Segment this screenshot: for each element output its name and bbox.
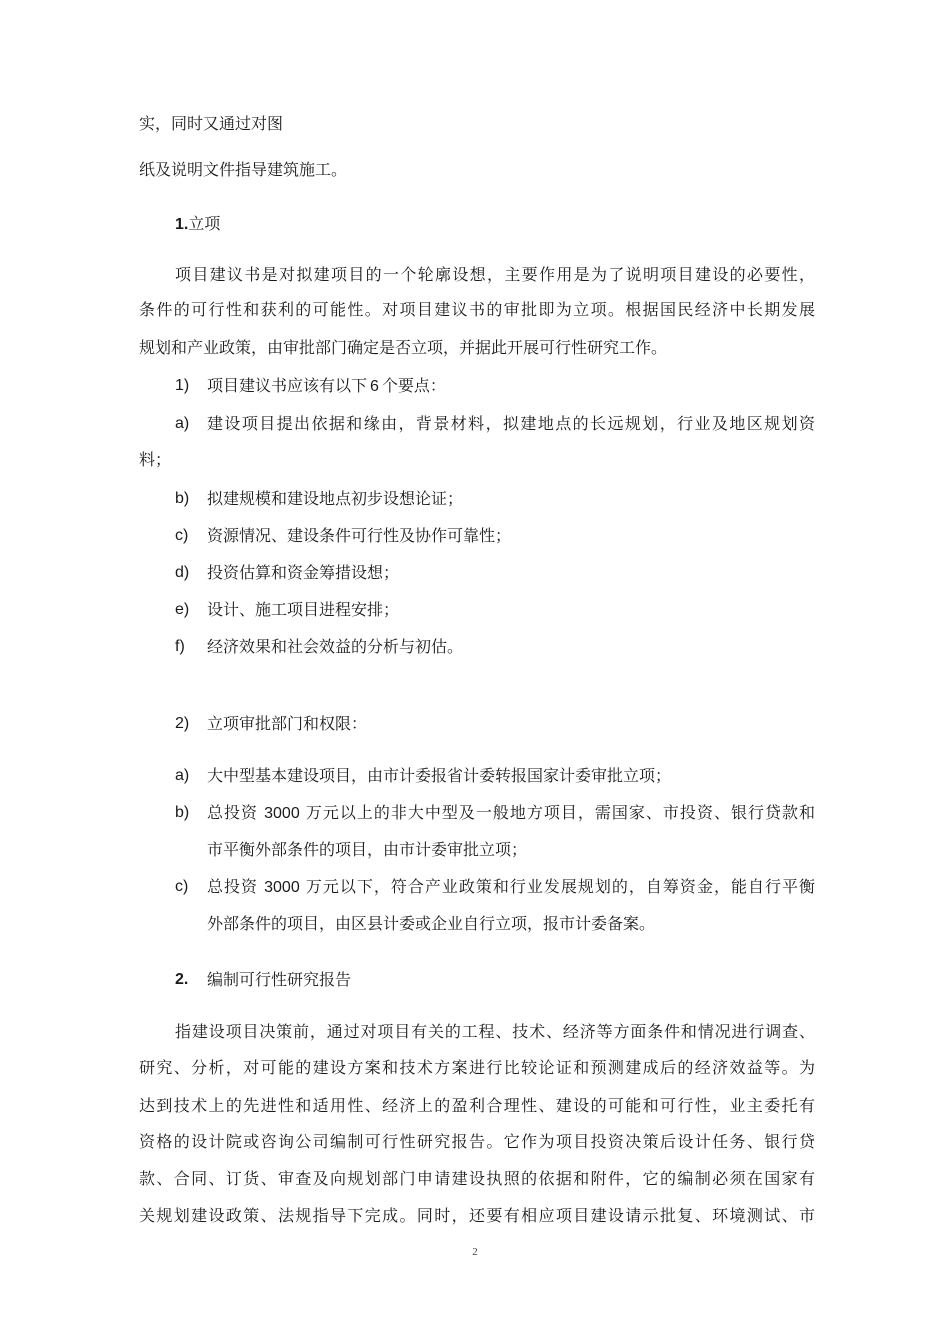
section-1-title: 立项 [188,214,221,233]
section-2-para-line-4: 资格的设计院或咨询公司编制可行性研究报告。它作为项目投资决策后设计任务、银行贷 [139,1132,815,1151]
section-2-para-line-5: 款、合同、订货、审查及向规划部门申请建设执照的依据和附件，它的编制必须在国家有 [139,1169,815,1188]
section-1-heading [175,214,220,235]
list-2-item-b-line-2: 市平衡外部条件的项目，由市计委审批立项； [207,840,528,859]
list-2-item-c-pre: 总投资 [207,877,259,896]
list-1-item-b-label: b) [175,490,190,507]
list-1-label: 1) [175,377,190,394]
list-2-item-a-text: 大中型基本建设项目，由市计委报省计委转报国家计委审批立项； [207,766,672,785]
list-2-item-b-line-1 [207,803,815,824]
section-2-para-line-6: 关规划建设政策、法规指导下完成。同时，还要有相应项目建设请示批复、环境测试、市 [139,1206,815,1225]
list-1-item-f-label: f) [175,638,185,655]
list-2-item-b-post: 万元以上的非大中型及一般地方项目，需国家、市投资、银行贷款和 [305,803,815,822]
intro-line-1: 实，同时又通过对图 [139,114,284,133]
list-2-title: 立项审批部门和权限： [207,714,368,733]
list-2-item-c-post: 万元以下，符合产业政策和行业发展规划的，自筹资金，能自行平衡 [305,877,815,896]
intro-line-2: 纸及说明文件指导建筑施工。 [139,160,348,179]
section-1-para-line-2: 条件的可行性和获利的可能性。对项目建议书的审批即为立项。根据国民经济中长期发展 [139,300,815,319]
list-1-item-a-line-1: 建设项目提出依据和缘由，背景材料，拟建地点的长远规划，行业及地区规划资 [207,414,815,433]
list-2-item-b-pre: 总投资 [207,803,259,822]
list-1-item-d-text: 投资估算和资金筹措设想； [207,563,400,582]
section-1-para-line-3: 规划和产业政策，由审批部门确定是否立项，并据此开展可行性研究工作。 [139,338,668,357]
list-2-item-c-num: 3000 [264,879,300,896]
list-1-item-f-text: 经济效果和社会效益的分析与初估。 [207,637,464,656]
list-1-title-num: 6 [370,378,379,395]
page-number: 2 [472,1246,478,1258]
list-1-title [207,376,446,397]
list-2-item-c-label: c) [175,878,189,895]
section-2-title: 编制可行性研究报告 [207,970,352,989]
list-1-item-c-text: 资源情况、建设条件可行性及协作可靠性； [207,526,512,545]
list-1-item-d-label: d) [175,564,190,581]
list-1-title-pre: 项目建议书应该有以下 [207,376,368,395]
list-2-item-b-num: 3000 [264,805,300,822]
section-2-para-line-2: 研究、分析，对可能的建设方案和技术方案进行比较论证和预测建成后的经济效益等。为 [139,1058,815,1077]
list-1-item-a-label: a) [175,415,190,432]
list-2-item-c-line-1 [207,877,815,898]
section-2-para-line-3: 达到技术上的先进性和适用性、经济上的盈利合理性、建设的可能和可行性，业主委托有 [139,1096,815,1115]
section-1-para-line-1: 项目建议书是对拟建项目的一个轮廓设想，主要作用是为了说明项目建设的必要性， [175,265,815,284]
section-1-number: 1. [175,216,189,233]
list-1-title-post: 个要点： [381,376,446,395]
section-2-para-line-1: 指建设项目决策前，通过对项目有关的工程、技术、经济等方面条件和情况进行调查、 [175,1022,815,1041]
list-2-item-a-label: a) [175,767,190,784]
list-1-item-e-label: e) [175,601,190,618]
list-1-item-a-line-2: 料； [139,450,172,469]
list-1-item-e-text: 设计、施工项目进程安排； [207,600,400,619]
list-1-item-b-text: 拟建规模和建设地点初步设想论证； [207,489,464,508]
list-2-item-c-line-2: 外部条件的项目，由区县计委或企业自行立项，报市计委备案。 [207,914,656,933]
list-2-item-b-label: b) [175,804,190,821]
list-2-label: 2) [175,715,190,732]
list-1-item-c-label: c) [175,527,189,544]
section-2-number: 2. [175,971,189,988]
